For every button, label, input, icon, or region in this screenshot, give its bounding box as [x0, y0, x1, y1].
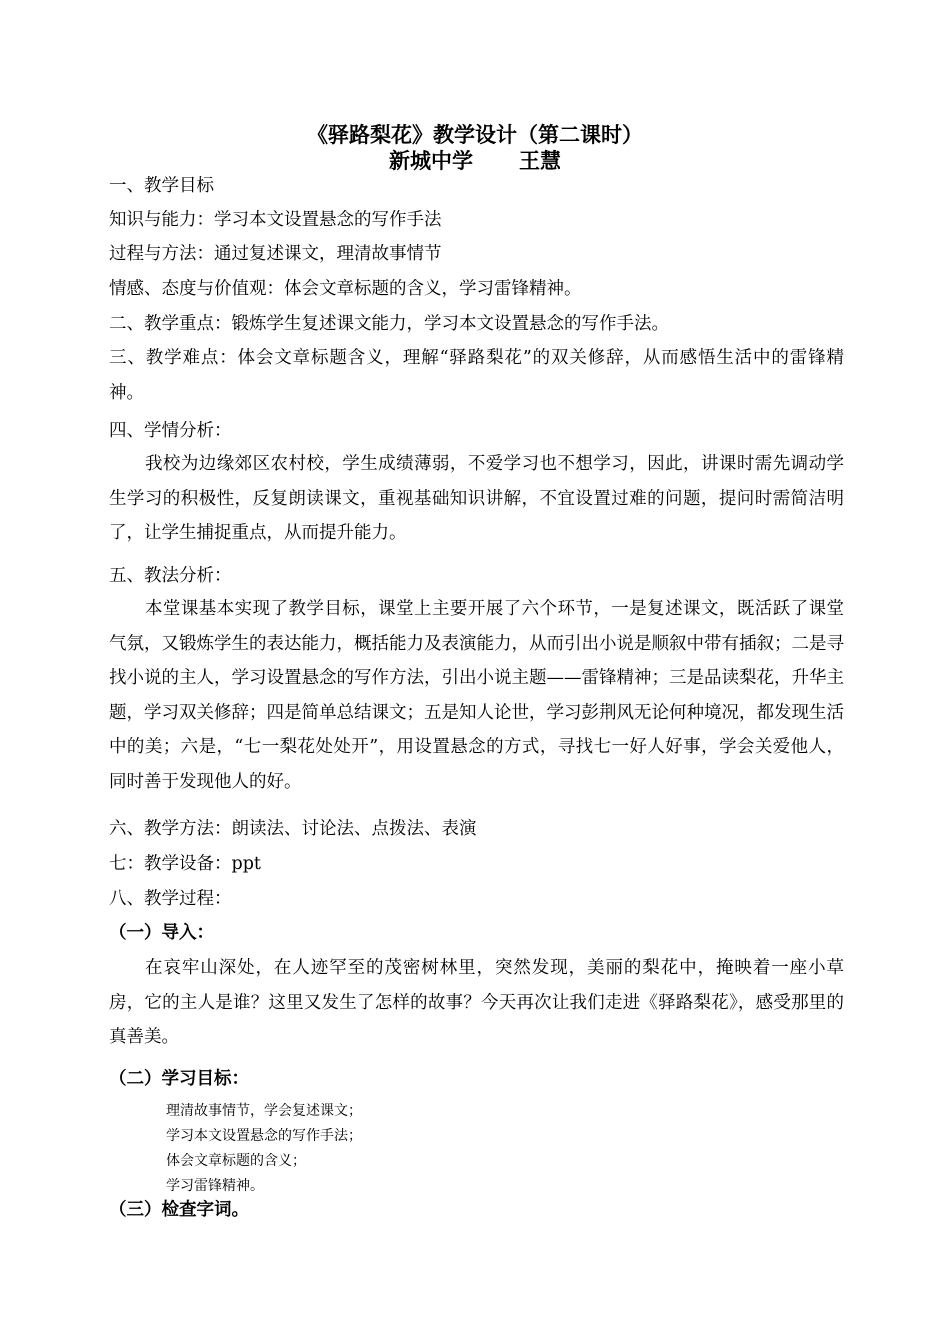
section-heading-objectives: 一、教学目标 [109, 176, 214, 196]
author-line [0, 148, 950, 174]
subheading-word-check: （三）检查字词。 [109, 1200, 249, 1220]
section-difficulties: 三、教学难点：体会文章标题含义，理解“驿路梨花”的双关修辞，从而感悟生活中的雷锋精神。 [109, 348, 844, 403]
school-name: 新城中学 [389, 148, 473, 173]
learning-goal-item: 体会文章标题的含义； [166, 1153, 306, 1169]
subheading-learning-goals: （二）学习目标： [109, 1069, 249, 1089]
section-equipment: 七：教学设备：ppt [109, 854, 261, 874]
objective-emotion: 情感、态度与价值观：体会文章标题的含义，学习雷锋精神。 [109, 279, 582, 299]
learning-goals-list [166, 1099, 362, 1199]
document-title: 《驿路梨花》教学设计（第二课时） [307, 122, 643, 147]
student-analysis-body: 我校为边缘郊区农村校，学生成绩薄弱，不爱学习也不想学习，因此，讲课时需先调动学生学习的积极性，反复朗读课文，重视基础知识讲解，不宜设置过难的问题，提问时需简洁明了，让学生捕捉重点，从而提升能力。 [109, 454, 844, 543]
section-heading-process: 八、教学过程： [109, 889, 232, 909]
introduction-body: 在哀牢山深处，在人迹罕至的茂密树林里，突然发现，美丽的梨花中，掩映着一座小草房，它的主人是谁？这里又发生了怎样的故事？今天再次让我们走进《驿路梨花》，感受那里的真善美。 [109, 958, 844, 1047]
objective-knowledge: 知识与能力：学习本文设置悬念的写作手法 [109, 210, 442, 230]
section-key-points: 二、教学重点：锻炼学生复述课文能力，学习本文设置悬念的写作手法。 [109, 314, 669, 334]
section-teaching-methods: 六、教学方法：朗读法、讨论法、点拨法、表演 [109, 819, 477, 839]
learning-goal-item: 理清故事情节，学会复述课文； [166, 1103, 362, 1119]
method-analysis-body: 本堂课基本实现了教学目标，课堂上主要开展了六个环节，一是复述课文，既活跃了课堂气氛，又锻炼学生的表达能力，概括能力及表演能力，从而引出小说是顺叙中带有插叙；二是寻找小说的主人，学习设置悬念的写作方法，引出小说主题——雷锋精神；三是品读梨花，升华主题，学习双关修辞；四是简单总结课文；五是知人论世，学习彭荆风无论何种境况，都发现生活中的美；六是，“七一梨花处处开”，用设置悬念的方式，寻找七一好人好事，学会关爱他人，同时善于发现他人的好。 [109, 599, 844, 792]
subheading-introduction: （一）导入： [109, 923, 214, 943]
section-heading-student-analysis: 四、学情分析： [109, 421, 232, 441]
learning-goal-item: 学习本文设置悬念的写作手法； [166, 1128, 362, 1144]
author-name: 王慧 [519, 148, 561, 173]
learning-goal-item: 学习雷锋精神。 [166, 1178, 264, 1194]
objective-process: 过程与方法：通过复述课文，理清故事情节 [109, 244, 442, 264]
section-heading-method-analysis: 五、教法分析： [109, 566, 232, 586]
